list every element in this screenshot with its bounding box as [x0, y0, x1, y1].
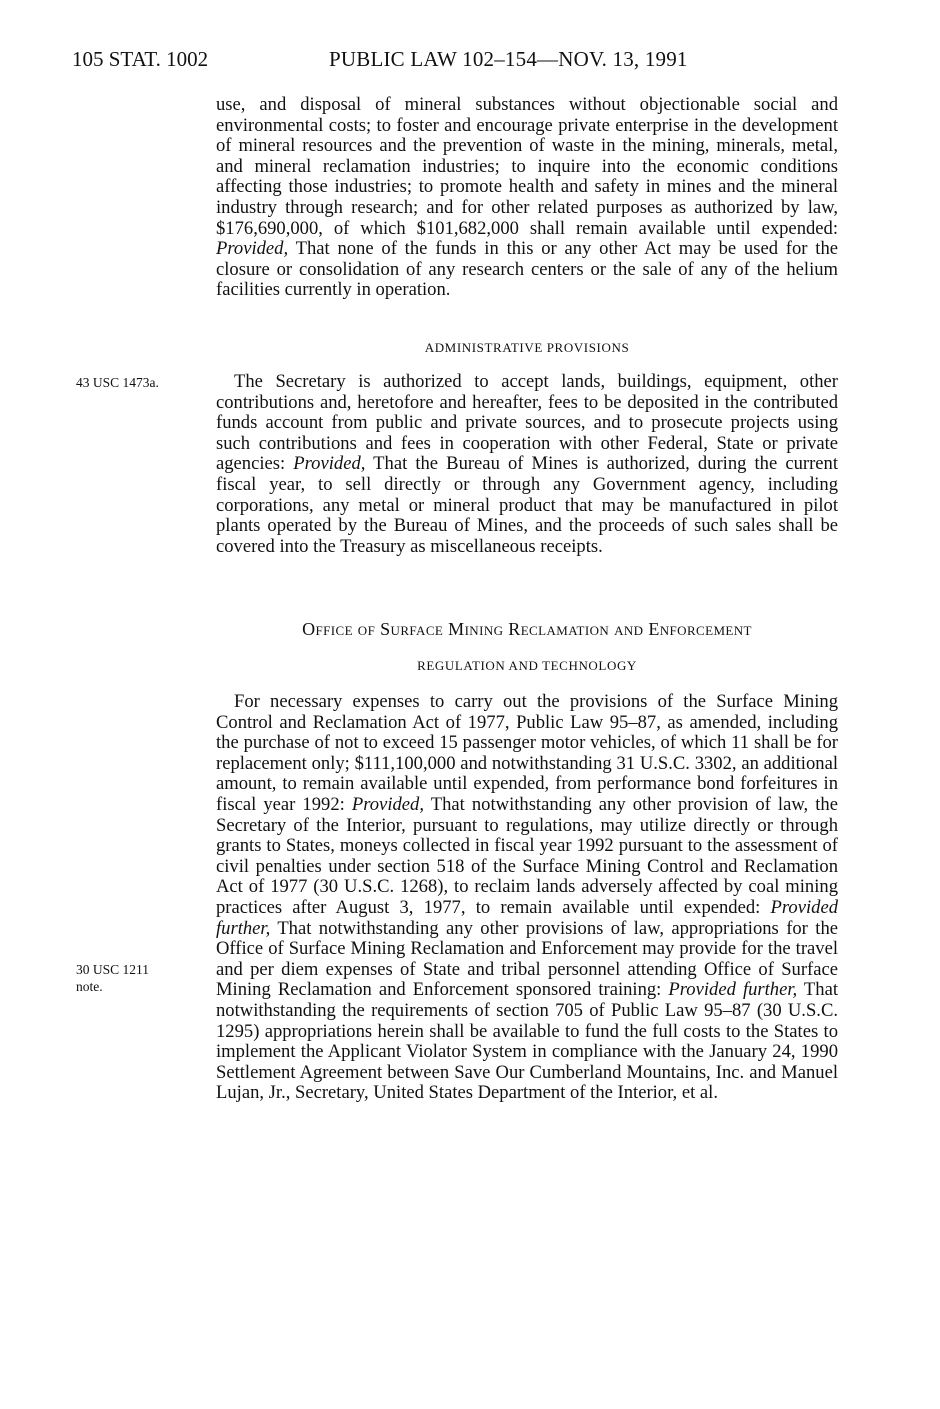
margin-note-30-usc-line2: note.: [76, 979, 103, 994]
office-surface-mining-heading: Office of Surface Mining Reclamation and Enforcement: [302, 619, 752, 639]
regulation-technology-heading: REGULATION AND TECHNOLOGY: [417, 658, 637, 673]
regulation-technology-paragraph: [216, 692, 838, 1104]
para3-part3: That notwithstanding any other provisions of law, appropriations for the Office of Surface Mining Reclamation and Enforcement may provide for the travel and per diem expenses of State and tribal personnel attending Office of Surface Mining Reclamation and Enforcement sponsored training:: [216, 917, 838, 1001]
para3-part2: That notwithstanding any other provision of law, the Secretary of the Interior, pursuant to regulations, may utilize directly or through grants to States, moneys collected in fiscal year 1992 pursuant to the assessment of civil penalties under section 518 of the Surface Mining Control and Reclamation Act of 1977 (30 U.S.C. 1268), to reclaim lands adversely affected by coal mining practices after August 3, 1977, to remain available until expended:: [216, 793, 838, 918]
margin-note-43-usc: 43 USC 1473a.: [76, 375, 159, 390]
para1-rest: That none of the funds in this or any other Act may be used for the closure or consolidation of any research centers or the sale of any of the helium facilities currently in operation.: [216, 238, 838, 301]
para2-provided: Provided,: [293, 453, 366, 475]
para3-provided-3: Provided further,: [668, 979, 798, 1001]
administrative-provisions-heading: ADMINISTRATIVE PROVISIONS: [424, 340, 630, 355]
stat-reference: 105 STAT. 1002: [72, 47, 209, 71]
para2-part2: That the Bureau of Mines is authorized, during the current fiscal year, to sell directly or through any Government agency, including corporations, any metal or mineral product that may be manufactured in pilot plants operated by the Bureau of Mines, and the proceeds of such sales shall be covered into the Treasury as miscellaneous receipts.: [216, 453, 838, 557]
para3-part4: That notwithstanding the requirements of section 705 of Public Law 95–87 (30 U.S.C. 1295) appropriations herein shall be available to fund the full costs to the States to implement the Applicant Violator System in compliance with the January 24, 1990 Settlement Agreement between Save Our Cumberland Mountains, Inc. and Manuel Lujan, Jr., Secretary, United States Department of the Interior, et al.: [216, 979, 838, 1104]
para3-provided-1: Provided,: [351, 793, 424, 815]
para3-part1: For necessary expenses to carry out the provisions of the Surface Mining Control and Reclamation Act of 1977, Public Law 95–87, as amended, including the purchase of not to exceed 15 passenger motor vehicles, of which 11 shall be for replacement only; $111,100,000 and notwithstanding 31 U.S.C. 3302, an additional amount, to remain available until expended, from performance bond forfeitures in fiscal year 1992:: [216, 691, 838, 815]
continuation-paragraph: [216, 95, 838, 301]
running-header: [72, 44, 872, 74]
margin-note-30-usc-line1: 30 USC 1211: [76, 962, 150, 977]
para3-provided-2: Provided further,: [216, 896, 838, 939]
para1-text: use, and disposal of mineral substances without objectionable social and environmental costs; to foster and encourage private enterprise in the development of mineral resources and the prevention of waste in the mining, minerals, metal, and mineral reclamation industries; to inquire into the economic conditions affecting those industries; to promote health and safety in mines and the mineral industry through research; and for other related purposes as authorized by law, $176,690,000, of which $101,682,000 shall remain available until expended:: [216, 94, 838, 239]
law-title: PUBLIC LAW 102–154—NOV. 13, 1991: [329, 47, 688, 71]
para1-provided: Provided,: [216, 238, 289, 260]
para2-part1: The Secretary is authorized to accept lands, buildings, equipment, other contributions and, heretofore and hereafter, fees to be deposited in the contributed funds account from public and private sources, and to prosecute projects using such contributions and fees in cooperation with other Federal, State or private agencies:: [216, 371, 838, 475]
administrative-provisions-paragraph: [216, 372, 838, 557]
margin-note-30-usc: [76, 961, 196, 995]
